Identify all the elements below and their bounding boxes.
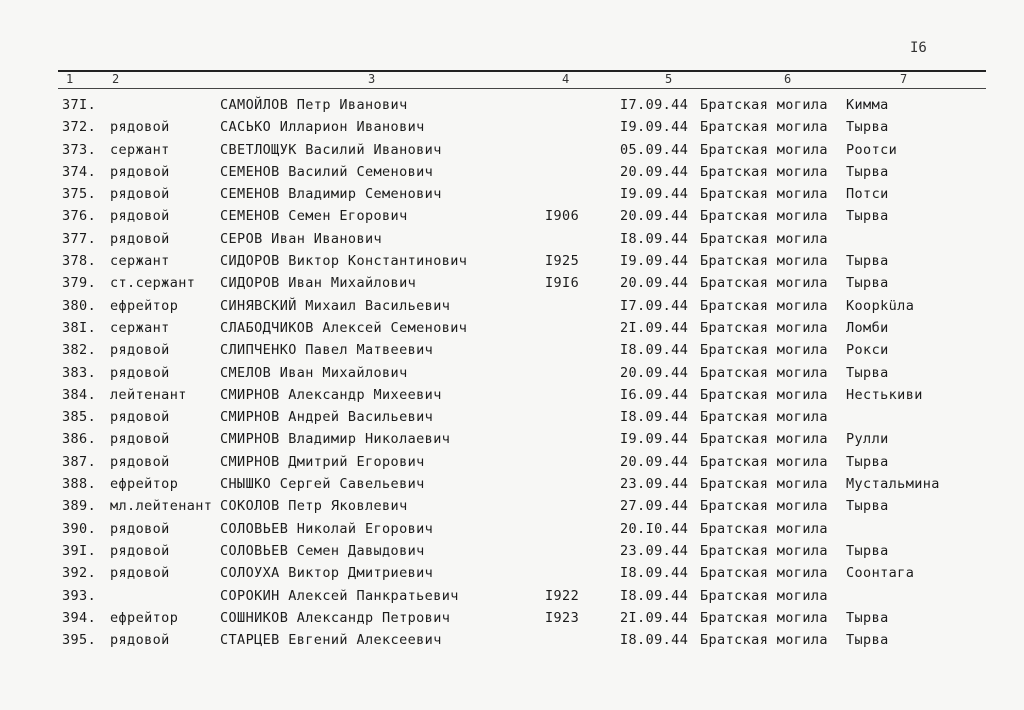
record-name: СОЛОВЬЕВ Николай Егорович — [220, 520, 434, 537]
record-burial: Братская могила — [700, 431, 828, 448]
record-number: 388. — [62, 476, 97, 493]
record-death-date: I7.09.44 — [620, 297, 689, 314]
record-burial: Братская могила — [700, 587, 828, 604]
record-name: СЛИПЧЕНКО Павел Матвеевич — [220, 342, 434, 359]
record-name: СИДОРОВ Иван Михайлович — [220, 275, 417, 292]
record-number: 395. — [62, 632, 97, 649]
record-location: Соонтага — [846, 565, 915, 582]
col-header-2: 2 — [112, 72, 120, 86]
record-death-date: I9.09.44 — [620, 186, 689, 203]
table-row — [0, 607, 1024, 629]
record-burial: Братская могила — [700, 253, 828, 270]
record-death-date: 20.09.44 — [620, 364, 689, 381]
record-name: СОЛОВЬЕВ Семен Давыдович — [220, 542, 425, 559]
record-location: Тырва — [846, 208, 889, 225]
table-row — [0, 473, 1024, 495]
table-row — [0, 585, 1024, 607]
table-row — [0, 139, 1024, 161]
record-burial: Братская могила — [700, 119, 828, 136]
record-name: САСЬКО Илларион Иванович — [220, 119, 425, 136]
record-number: 375. — [62, 186, 97, 203]
table-row — [0, 295, 1024, 317]
record-burial: Братская могила — [700, 319, 828, 336]
record-number: 385. — [62, 409, 97, 426]
record-death-date: 05.09.44 — [620, 141, 689, 158]
table-row — [0, 518, 1024, 540]
record-burial: Братская могила — [700, 342, 828, 359]
record-burial: Братская могила — [700, 542, 828, 559]
record-burial: Братская могила — [700, 230, 828, 247]
record-death-date: I9.09.44 — [620, 119, 689, 136]
record-name: СОЛОУХА Виктор Дмитриевич — [220, 565, 434, 582]
record-death-date: I7.09.44 — [620, 97, 689, 113]
table-row — [0, 205, 1024, 227]
record-name: СИНЯВСКИЙ Михаил Васильевич — [220, 297, 451, 314]
record-name: СЕРОВ Иван Иванович — [220, 230, 383, 247]
record-birth-year: I923 — [545, 609, 580, 626]
record-number: 377. — [62, 230, 97, 247]
record-birth-year: I906 — [545, 208, 580, 225]
record-name: СЛАБОДЧИКОВ Алексей Семенович — [220, 319, 468, 336]
record-name: СНЫШКО Сергей Савельевич — [220, 476, 425, 493]
record-number: 373. — [62, 141, 97, 158]
records-table — [0, 94, 1024, 651]
record-burial: Братская могила — [700, 386, 828, 403]
table-row — [0, 362, 1024, 384]
record-location: Кимма — [846, 97, 889, 113]
record-rank: рядовой — [110, 119, 170, 136]
record-number: 392. — [62, 565, 97, 582]
record-burial: Братская могила — [700, 453, 828, 470]
record-death-date: 20.09.44 — [620, 208, 689, 225]
record-death-date: I8.09.44 — [620, 632, 689, 649]
record-rank: сержант — [110, 319, 170, 336]
record-name: СИДОРОВ Виктор Константинович — [220, 253, 468, 270]
record-location: Тырва — [846, 364, 889, 381]
record-rank: рядовой — [110, 163, 170, 180]
record-rank: ст.сержант — [110, 275, 196, 292]
record-number: 393. — [62, 587, 97, 604]
record-number: 386. — [62, 431, 97, 448]
record-name: СМИРНОВ Андрей Васильевич — [220, 409, 434, 426]
record-name: СЕМЕНОВ Владимир Семенович — [220, 186, 442, 203]
table-row — [0, 183, 1024, 205]
record-death-date: 20.09.44 — [620, 163, 689, 180]
record-name: СВЕТЛОЩУК Василий Иванович — [220, 141, 442, 158]
record-rank: ефрейтор — [110, 476, 179, 493]
record-number: 383. — [62, 364, 97, 381]
table-row — [0, 94, 1024, 116]
record-rank: рядовой — [110, 632, 170, 649]
record-burial: Братская могила — [700, 275, 828, 292]
record-location: Тырва — [846, 498, 889, 515]
record-rank: рядовой — [110, 542, 170, 559]
record-location: Тырва — [846, 275, 889, 292]
table-row — [0, 629, 1024, 651]
record-death-date: 2I.09.44 — [620, 609, 689, 626]
record-death-date: 2I.09.44 — [620, 319, 689, 336]
record-burial: Братская могила — [700, 565, 828, 582]
record-rank: рядовой — [110, 520, 170, 537]
record-burial: Братская могила — [700, 409, 828, 426]
record-location: Тырва — [846, 119, 889, 136]
record-location: Тырва — [846, 253, 889, 270]
record-rank: ефрейтор — [110, 609, 179, 626]
record-death-date: 23.09.44 — [620, 476, 689, 493]
record-burial: Братская могила — [700, 141, 828, 158]
col-header-4: 4 — [562, 72, 570, 86]
record-name: СМИРНОВ Дмитрий Егорович — [220, 453, 425, 470]
table-row — [0, 339, 1024, 361]
record-location: Мустальмина — [846, 476, 940, 493]
record-rank: рядовой — [110, 186, 170, 203]
record-rank: сержант — [110, 253, 170, 270]
table-row — [0, 495, 1024, 517]
record-number: 384. — [62, 386, 97, 403]
record-name: СМИРНОВ Владимир Николаевич — [220, 431, 451, 448]
record-rank: рядовой — [110, 364, 170, 381]
record-name: СМИРНОВ Александр Михеевич — [220, 386, 442, 403]
col-header-6: 6 — [784, 72, 792, 86]
record-rank: сержант — [110, 141, 170, 158]
table-row — [0, 228, 1024, 250]
record-number: 394. — [62, 609, 97, 626]
record-death-date: I6.09.44 — [620, 386, 689, 403]
table-row — [0, 317, 1024, 339]
record-death-date: I8.09.44 — [620, 342, 689, 359]
record-location: Ломби — [846, 319, 889, 336]
col-header-3: 3 — [368, 72, 376, 86]
col-header-7: 7 — [900, 72, 908, 86]
record-birth-year: I9I6 — [545, 275, 580, 292]
record-number: 380. — [62, 297, 97, 314]
record-burial: Братская могила — [700, 297, 828, 314]
record-death-date: 20.09.44 — [620, 275, 689, 292]
record-death-date: I9.09.44 — [620, 431, 689, 448]
record-name: СОРОКИН Алексей Панкратьевич — [220, 587, 459, 604]
table-row — [0, 406, 1024, 428]
table-row — [0, 272, 1024, 294]
record-burial: Братская могила — [700, 498, 828, 515]
record-rank: ефрейтор — [110, 297, 179, 314]
table-row — [0, 384, 1024, 406]
record-number: 390. — [62, 520, 97, 537]
record-death-date: I8.09.44 — [620, 409, 689, 426]
record-number: 38I. — [62, 319, 97, 336]
record-number: 37I. — [62, 97, 97, 113]
table-row — [0, 428, 1024, 450]
table-row — [0, 161, 1024, 183]
record-burial: Братская могила — [700, 186, 828, 203]
record-location: Рулли — [846, 431, 889, 448]
record-name: СЕМЕНОВ Семен Егорович — [220, 208, 408, 225]
record-location: Тырва — [846, 632, 889, 649]
record-rank: рядовой — [110, 409, 170, 426]
record-location: Потси — [846, 186, 889, 203]
record-rank: рядовой — [110, 208, 170, 225]
record-death-date: I9.09.44 — [620, 253, 689, 270]
table-row — [0, 250, 1024, 272]
table-row — [0, 540, 1024, 562]
record-rank: рядовой — [110, 431, 170, 448]
record-location: Коорküла — [846, 297, 915, 314]
record-number: 379. — [62, 275, 97, 292]
record-death-date: 20.09.44 — [620, 453, 689, 470]
record-number: 382. — [62, 342, 97, 359]
record-death-date: 27.09.44 — [620, 498, 689, 515]
record-number: 387. — [62, 453, 97, 470]
col-header-1: 1 — [66, 72, 74, 86]
record-death-date: I8.09.44 — [620, 587, 689, 604]
table-row — [0, 451, 1024, 473]
record-rank: рядовой — [110, 565, 170, 582]
record-number: 376. — [62, 208, 97, 225]
record-name: СЕМЕНОВ Василий Семенович — [220, 163, 434, 180]
record-birth-year: I925 — [545, 253, 580, 270]
record-burial: Братская могила — [700, 609, 828, 626]
record-burial: Братская могила — [700, 632, 828, 649]
record-name: СМЕЛОВ Иван Михайлович — [220, 364, 408, 381]
record-location: Рокси — [846, 342, 889, 359]
record-burial: Братская могила — [700, 163, 828, 180]
record-number: 39I. — [62, 542, 97, 559]
table-row — [0, 562, 1024, 584]
page-number: I6 — [910, 40, 927, 56]
record-location: Тырва — [846, 542, 889, 559]
record-number: 378. — [62, 253, 97, 270]
record-number: 374. — [62, 163, 97, 180]
record-location: Роотси — [846, 141, 898, 158]
record-number: 372. — [62, 119, 97, 136]
record-death-date: I8.09.44 — [620, 230, 689, 247]
column-headers — [0, 72, 1024, 88]
record-death-date: 20.I0.44 — [620, 520, 689, 537]
record-rank: рядовой — [110, 230, 170, 247]
record-number: 389. — [62, 498, 97, 515]
record-birth-year: I922 — [545, 587, 580, 604]
record-rank: лейтенант — [110, 386, 187, 403]
table-row — [0, 116, 1024, 138]
header-rule-thin — [58, 88, 986, 89]
record-name: СТАРЦЕВ Евгений Алексеевич — [220, 632, 442, 649]
record-death-date: I8.09.44 — [620, 565, 689, 582]
record-death-date: 23.09.44 — [620, 542, 689, 559]
record-location: Тырва — [846, 163, 889, 180]
col-header-5: 5 — [665, 72, 673, 86]
record-burial: Братская могила — [700, 208, 828, 225]
record-location: Тырва — [846, 453, 889, 470]
record-burial: Братская могила — [700, 364, 828, 381]
record-rank: рядовой — [110, 342, 170, 359]
record-rank: мл.лейтенант — [110, 498, 213, 515]
record-burial: Братская могила — [700, 97, 828, 113]
record-burial: Братская могила — [700, 476, 828, 493]
record-name: СОШНИКОВ Александр Петрович — [220, 609, 451, 626]
record-rank: рядовой — [110, 453, 170, 470]
record-location: Нестькиви — [846, 386, 923, 403]
record-location: Тырва — [846, 609, 889, 626]
record-name: САМОЙЛОВ Петр Иванович — [220, 97, 408, 113]
record-name: СОКОЛОВ Петр Яковлевич — [220, 498, 408, 515]
record-burial: Братская могила — [700, 520, 828, 537]
